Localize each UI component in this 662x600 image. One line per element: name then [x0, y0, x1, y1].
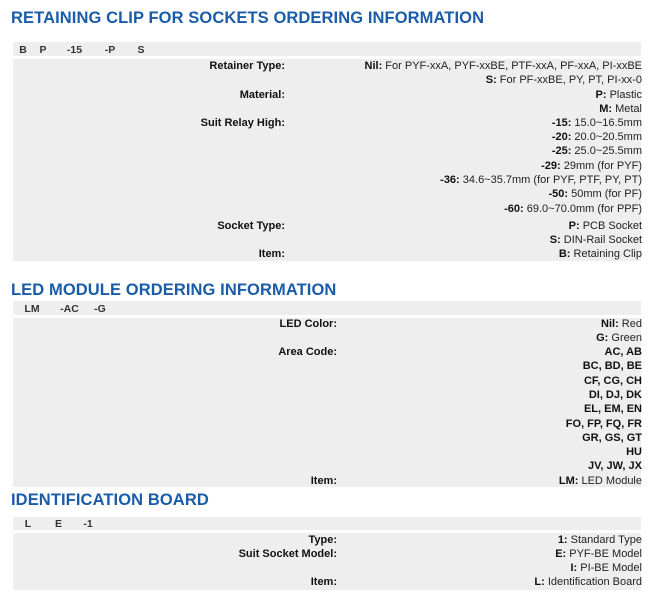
value-led-item: LM: LED Module — [558, 475, 642, 487]
value-area-d: DI, DJ, DK — [588, 389, 642, 401]
code-led-color: -G — [94, 303, 106, 315]
value-relay-20: -20: 20.0~20.5mm — [551, 131, 642, 143]
value-type-1: 1: Standard Type — [557, 534, 642, 546]
value-socket-s: S: DIN-Rail Socket — [549, 234, 642, 246]
value-relay-15: -15: 15.0~16.5mm — [551, 117, 642, 129]
label-type: Type: — [308, 534, 337, 546]
label-socket-type: Socket Type: — [217, 220, 285, 232]
section-title-led-module: LED MODULE ORDERING INFORMATION — [11, 281, 337, 299]
code-area: -AC — [60, 303, 79, 315]
label-material: Material: — [239, 89, 285, 101]
value-area-c: CF, CG, CH — [583, 375, 642, 387]
value-item-b: B: Retaining Clip — [558, 248, 642, 260]
value-socket-p: P: PCB Socket — [568, 220, 642, 232]
value-retainer-s: S: For PF-xxBE, PY, PT, PI-xx-0 — [485, 74, 642, 86]
band-led-color — [88, 301, 641, 344]
label-retainer-type: Retainer Type: — [209, 60, 285, 72]
code-id-item: L — [24, 518, 32, 530]
label-led-item: Item: — [310, 475, 337, 487]
value-area-f: FO, FP, FQ, FR — [565, 418, 642, 430]
value-relay-29: -29: 29mm (for PYF) — [541, 160, 642, 172]
label-suit-relay-high: Suit Relay High: — [200, 117, 285, 129]
value-area-j: JV, JW, JX — [587, 460, 642, 472]
value-retainer-nil: Nil: For PYF-xxA, PYF-xxBE, PTF-xxA, PF-xxA, PI-xxBE — [364, 60, 642, 72]
label-item: Item: — [258, 248, 285, 260]
value-relay-36: -36: 34.6~35.7mm (for PYF, PTF, PY, PT) — [440, 174, 642, 186]
label-led-color: LED Color: — [279, 318, 337, 330]
code-retainer-type: S — [137, 44, 145, 56]
code-led-item: LM — [24, 303, 40, 315]
value-relay-50: -50: 50mm (for PF) — [548, 188, 642, 200]
code-suit-socket-model: E — [54, 518, 62, 530]
section-title-retaining-clip: RETAINING CLIP FOR SOCKETS ORDERING INFORMATION — [11, 9, 485, 27]
value-material-m: M: Metal — [599, 103, 642, 115]
value-model-i: I: PI-BE Model — [570, 562, 642, 574]
value-area-h: HU — [626, 446, 642, 458]
value-material-p: P: Plastic — [595, 89, 642, 101]
value-model-e: E: PYF-BE Model — [555, 548, 642, 560]
value-area-g: GR, GS, GT — [582, 432, 642, 444]
code-relay-high: -15 — [66, 44, 83, 56]
label-suit-socket-model: Suit Socket Model: — [238, 548, 337, 560]
value-id-item: L: Identification Board — [534, 576, 642, 588]
label-id-item: Item: — [310, 576, 337, 588]
value-area-e: EL, EM, EN — [583, 403, 642, 415]
value-relay-25: -25: 25.0~25.5mm — [551, 145, 642, 157]
header-divider — [13, 56, 641, 59]
value-relay-60: -60: 69.0~70.0mm (for PPF) — [504, 203, 642, 215]
section-title-identification-board: IDENTIFICATION BOARD — [11, 491, 209, 509]
code-item: B — [19, 44, 27, 56]
value-color-nil: Nil: Red — [601, 318, 642, 330]
code-type: -1 — [83, 518, 93, 530]
value-area-b: BC, BD, BE — [582, 360, 642, 372]
value-color-g: G: Green — [596, 332, 642, 344]
header-divider — [13, 530, 641, 533]
label-area-code: Area Code: — [278, 346, 337, 358]
code-socket-type: P — [39, 44, 47, 56]
value-area-a: AC, AB — [604, 346, 642, 358]
code-material: -P — [104, 44, 116, 56]
